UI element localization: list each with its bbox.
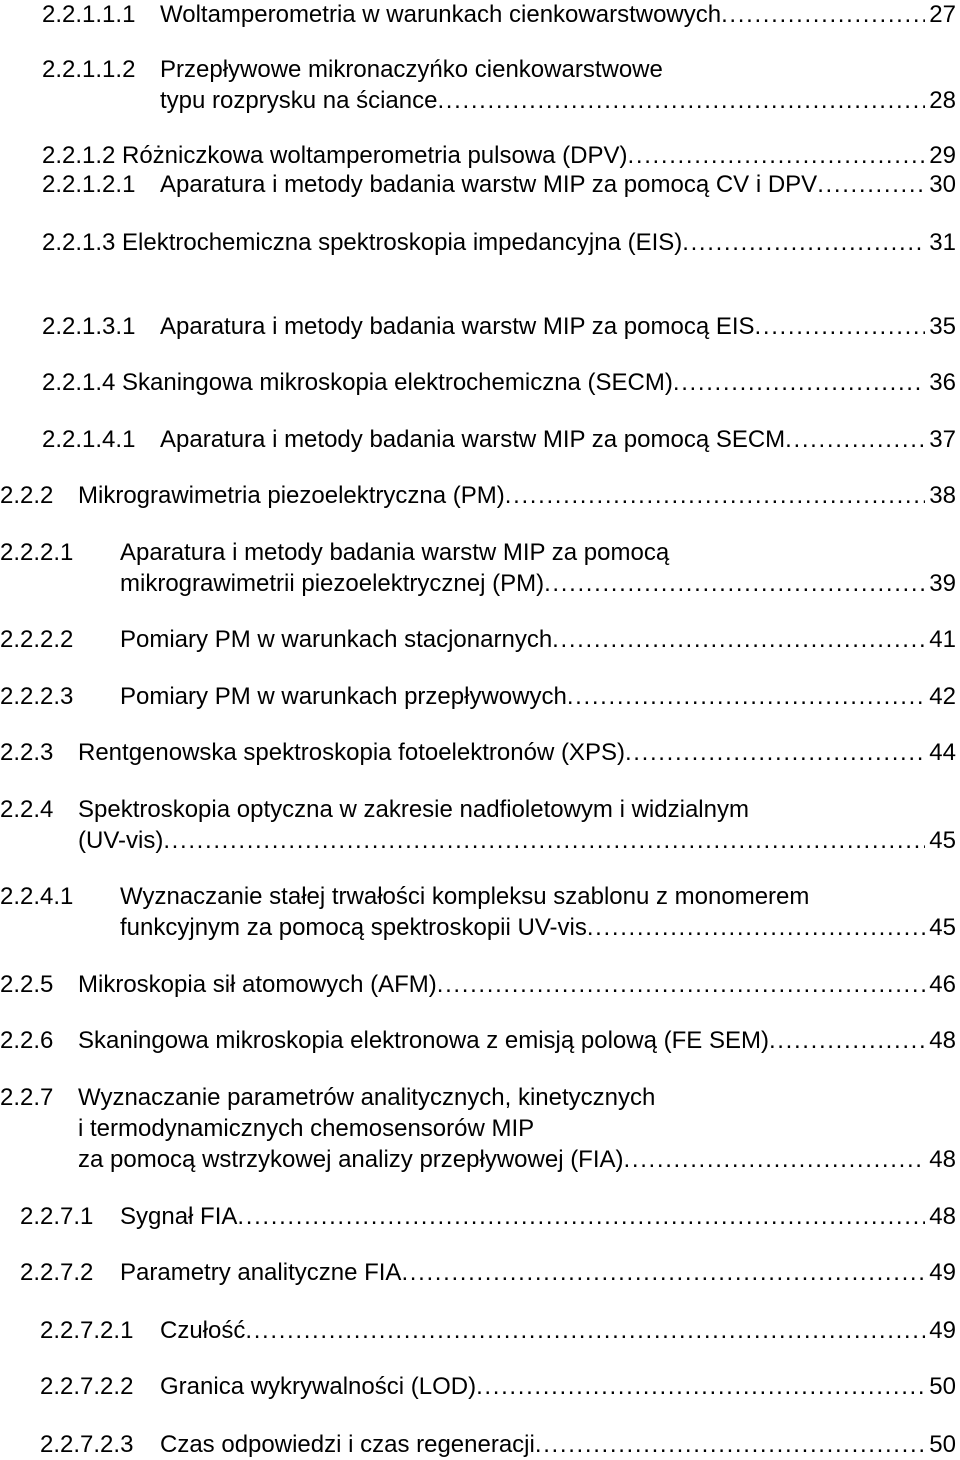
toc-entry-title: (UV-vis)	[78, 827, 164, 854]
toc-entry-page-number: 35	[929, 313, 956, 340]
dot-leader	[625, 738, 925, 768]
toc-entry-number: 2.2.2.2	[0, 626, 74, 653]
toc-entry-line	[0, 913, 956, 943]
toc-entry-line	[0, 1430, 956, 1460]
toc-entry-number: 2.2.7.2	[20, 1259, 94, 1286]
toc-entry-page-number: 30	[929, 171, 956, 198]
toc-entry-title: Skaningowa mikroskopia elektrochemiczna (SECM)	[122, 369, 673, 396]
toc-entry-line	[0, 1316, 956, 1346]
toc-entry-page-number: 50	[929, 1431, 956, 1458]
dot-leader	[682, 228, 925, 258]
toc-entry-number: 2.2.7	[0, 1084, 54, 1111]
toc-entry-title: Mikrograwimetria piezoelektryczna (PM)	[78, 482, 505, 509]
toc-entry-page-number: 48	[929, 1027, 956, 1054]
toc-entry-page-number: 46	[929, 971, 956, 998]
toc-entry-title: Woltamperometria w warunkach cienkowarstwowych	[160, 1, 722, 28]
toc-entry-line	[0, 141, 956, 171]
toc-entry-line	[0, 1026, 956, 1056]
dot-leader	[437, 970, 926, 1000]
toc-entry-title: i termodynamicznych chemosensorów MIP	[78, 1115, 535, 1142]
dot-leader	[437, 86, 925, 116]
toc-entry-line	[0, 970, 956, 1000]
toc-entry-line	[0, 1114, 956, 1144]
dot-leader	[769, 1026, 925, 1056]
toc-entry-number: 2.2.1.4	[42, 369, 116, 396]
toc-entry-line	[0, 795, 956, 825]
toc-entry-page-number: 41	[929, 626, 956, 653]
toc-entry-page-number: 45	[929, 827, 956, 854]
toc-entry-page-number: 36	[929, 369, 956, 396]
dot-leader	[624, 1145, 926, 1175]
toc-entry-number: 2.2.3	[0, 739, 54, 766]
toc-entry-number: 2.2.1.3	[42, 229, 116, 256]
toc-entry-number: 2.2.6	[0, 1027, 54, 1054]
dot-leader	[535, 1430, 925, 1460]
toc-entry-line	[0, 170, 956, 200]
toc-entry-line	[0, 1145, 956, 1175]
dot-leader	[587, 913, 925, 943]
toc-entry-page-number: 50	[929, 1373, 956, 1400]
dot-leader	[785, 425, 925, 455]
toc-entry-title: Parametry analityczne FIA	[120, 1259, 402, 1286]
toc-entry-page-number: 39	[929, 570, 956, 597]
dot-leader	[476, 1372, 925, 1402]
toc-entry-page-number: 45	[929, 914, 956, 941]
dot-leader	[505, 481, 926, 511]
toc-entry-page-number: 42	[929, 683, 956, 710]
dot-leader	[544, 569, 925, 599]
toc-entry-number: 2.2.1.2	[42, 142, 116, 169]
toc-entry-number: 2.2.2	[0, 482, 54, 509]
dot-leader	[673, 368, 925, 398]
toc-entry-number: 2.2.2.3	[0, 683, 74, 710]
toc-entry-title: Aparatura i metody badania warstw MIP za pomocą CV i DPV	[160, 171, 818, 198]
toc-entry-title: Sygnał FIA	[120, 1203, 238, 1230]
toc-entry-page-number: 44	[929, 739, 956, 766]
dot-leader	[567, 682, 925, 712]
toc-entry-number: 2.2.2.1	[0, 539, 74, 566]
toc-entry-title: funkcyjnym za pomocą spektroskopii UV-vis	[120, 914, 587, 941]
toc-entry-line	[0, 682, 956, 712]
toc-entry-number: 2.2.1.3.1	[42, 313, 136, 340]
toc-entry-number: 2.2.4.1	[0, 883, 74, 910]
dot-leader	[552, 625, 925, 655]
toc-entry-title: Elektrochemiczna spektroskopia impedancyjna (EIS)	[122, 229, 683, 256]
toc-entry-page-number: 29	[929, 142, 956, 169]
dot-leader	[628, 141, 926, 171]
toc-entry-page-number: 38	[929, 482, 956, 509]
toc-entry-line	[0, 1083, 956, 1113]
dot-leader	[401, 1258, 925, 1288]
toc-entry-line	[0, 0, 956, 30]
toc-entry-title: za pomocą wstrzykowej analizy przepływowej (FIA)	[78, 1146, 624, 1173]
toc-entry-line	[0, 569, 956, 599]
toc-entry-page-number: 28	[929, 87, 956, 114]
toc-entry-line	[0, 312, 956, 342]
toc-entry-number: 2.2.4	[0, 796, 54, 823]
toc-entry-title: Rentgenowska spektroskopia fotoelektronów (XPS)	[78, 739, 625, 766]
toc-entry-page-number: 48	[929, 1146, 956, 1173]
toc-entry-line	[0, 882, 956, 912]
toc-entry-title: mikrograwimetrii piezoelektrycznej (PM)	[120, 570, 545, 597]
dot-leader	[817, 170, 925, 200]
toc-entry-line	[0, 1258, 956, 1288]
toc-entry-number: 2.2.7.1	[20, 1203, 94, 1230]
toc-entry-title: Czas odpowiedzi i czas regeneracji	[160, 1431, 535, 1458]
toc-entry-number: 2.2.7.2.1	[40, 1317, 134, 1344]
toc-entry-line	[0, 625, 956, 655]
toc-entry-title: Spektroskopia optyczna w zakresie nadfioletowym i widzialnym	[78, 796, 749, 823]
toc-entry-title: Pomiary PM w warunkach przepływowych	[120, 683, 567, 710]
toc-entry-title: Granica wykrywalności (LOD)	[160, 1373, 477, 1400]
toc-entry-line	[0, 481, 956, 511]
toc-entry-page-number: 37	[929, 426, 956, 453]
toc-entry-number: 2.2.1.4.1	[42, 426, 136, 453]
toc-entry-line	[0, 826, 956, 856]
toc-entry-line	[0, 738, 956, 768]
toc-entry-page-number: 27	[929, 1, 956, 28]
toc-entry-number: 2.2.7.2.3	[40, 1431, 134, 1458]
toc-entry-title: Czułość	[160, 1317, 246, 1344]
toc-entry-title: Mikroskopia sił atomowych (AFM)	[78, 971, 437, 998]
toc-entry-number: 2.2.1.1.2	[42, 56, 136, 83]
toc-entry-line	[0, 425, 956, 455]
toc-entry-number: 2.2.1.1.1	[42, 1, 136, 28]
toc-entry-title: Aparatura i metody badania warstw MIP za pomocą EIS	[160, 313, 755, 340]
toc-entry-line	[0, 368, 956, 398]
toc-entry-line	[0, 1372, 956, 1402]
toc-entry-title: Aparatura i metody badania warstw MIP za pomocą SECM	[160, 426, 786, 453]
toc-entry-line	[0, 538, 956, 568]
dot-leader	[163, 826, 925, 856]
dot-leader	[237, 1202, 925, 1232]
toc-entry-page-number: 49	[929, 1259, 956, 1286]
dot-leader	[245, 1316, 925, 1346]
toc-entry-number: 2.2.5	[0, 971, 54, 998]
toc-entry-line	[0, 55, 956, 85]
toc-entry-title: Wyznaczanie stałej trwałości kompleksu szablonu z monomerem	[120, 883, 810, 910]
toc-entry-line	[0, 86, 956, 116]
toc-entry-page-number: 49	[929, 1317, 956, 1344]
dot-leader	[755, 312, 926, 342]
toc-entry-line	[0, 228, 956, 258]
dot-leader	[721, 0, 925, 30]
toc-entry-title: Skaningowa mikroskopia elektronowa z emisją polową (FE SEM)	[78, 1027, 769, 1054]
toc-entry-title: Przepływowe mikronaczyńko cienkowarstwowe	[160, 56, 663, 83]
toc-entry-title: Różniczkowa woltamperometria pulsowa (DPV)	[122, 142, 628, 169]
toc-entry-page-number: 48	[929, 1203, 956, 1230]
toc-entry-title: Wyznaczanie parametrów analitycznych, kinetycznych	[78, 1084, 656, 1111]
toc-entry-title: Pomiary PM w warunkach stacjonarnych	[120, 626, 553, 653]
toc-entry-title: Aparatura i metody badania warstw MIP za pomocą	[120, 539, 670, 566]
toc-entry-number: 2.2.1.2.1	[42, 171, 136, 198]
toc-entry-number: 2.2.7.2.2	[40, 1373, 134, 1400]
toc-entry-title: typu rozprysku na ściance	[160, 87, 438, 114]
toc-entry-line	[0, 1202, 956, 1232]
toc-entry-page-number: 31	[929, 229, 956, 256]
